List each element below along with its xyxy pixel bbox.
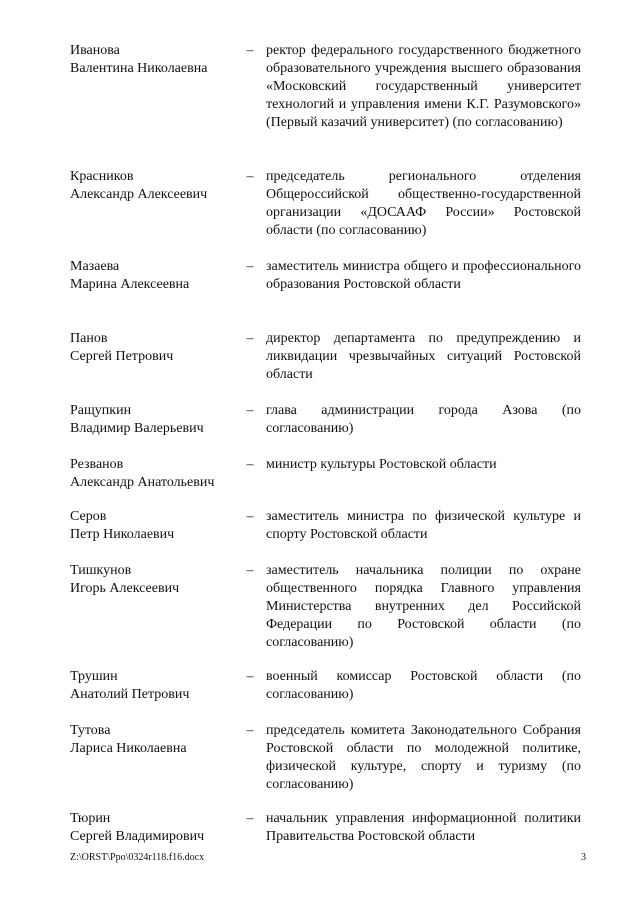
member-name <box>70 258 240 294</box>
member-name <box>70 402 240 438</box>
member-role <box>266 668 581 704</box>
member-given-names: Анатолий Петрович <box>70 687 190 702</box>
dash-separator: – <box>246 563 254 578</box>
footer-file-path: Z:\ORST\Ppo\0324r118.f16.docx <box>70 852 205 863</box>
member-role-text: ректор федерального государственного бюджетного образовательного учреждения высшего образования «Московский государственный университет технологий и управления имени К.Г. Разумовского» (Первый казачий университет) (по согласованию) <box>266 43 581 130</box>
member-role-text: директор департамента по предупреждению и ликвидации чрезвычайных ситуаций Ростовской области <box>266 331 581 382</box>
dash-separator: – <box>246 169 254 184</box>
member-role-text: начальник управления информационной политики Правительства Ростовской области <box>266 811 581 844</box>
member-role <box>266 508 581 544</box>
member-surname: Серов <box>70 509 107 524</box>
member-surname: Мазаева <box>70 259 120 274</box>
member-role-text: глава администрации города Азова (по согласованию) <box>266 403 581 436</box>
member-given-names: Сергей Владимирович <box>70 829 205 844</box>
member-given-names: Марина Алексеевна <box>70 277 190 292</box>
member-name <box>70 810 240 846</box>
member-surname: Иванова <box>70 43 120 58</box>
member-role <box>266 258 581 294</box>
member-name <box>70 42 240 78</box>
member-name <box>70 668 240 704</box>
member-given-names: Сергей Петрович <box>70 349 174 364</box>
member-surname: Тутова <box>70 723 111 738</box>
member-given-names: Александр Алексеевич <box>70 187 208 202</box>
member-name <box>70 456 240 492</box>
member-role <box>266 402 581 438</box>
member-surname: Резванов <box>70 457 124 472</box>
member-role <box>266 562 581 652</box>
member-role-text: председатель комитета Законодательного Собрания Ростовской области по молодежной политике, физической культуре, спорту и туризму (по согласованию) <box>266 723 581 792</box>
member-given-names: Александр Анатольевич <box>70 475 215 490</box>
member-surname: Трушин <box>70 669 118 684</box>
dash-separator: – <box>246 669 254 684</box>
member-role-text: военный комиссар Ростовской области (по согласованию) <box>266 669 581 702</box>
member-role <box>266 330 581 384</box>
member-given-names: Петр Николаевич <box>70 527 175 542</box>
member-given-names: Владимир Валерьевич <box>70 421 204 436</box>
member-role <box>266 810 581 846</box>
member-name <box>70 722 240 758</box>
member-role-text: заместитель начальника полиции по охране общественного порядка Главного управления Министерства внутренних дел Российской Федерации по Ростовской области (по согласованию) <box>266 563 581 650</box>
member-role <box>266 168 581 240</box>
member-surname: Тюрин <box>70 811 111 826</box>
footer-page-number: 3 <box>581 852 586 863</box>
dash-separator: – <box>246 43 254 58</box>
member-role-text: председатель регионального отделения Общероссийской общественно-государственной организации «ДОСААФ России» Ростовской области (по согласованию) <box>266 169 581 238</box>
member-role-text: заместитель министра общего и профессионального образования Ростовской области <box>266 259 581 292</box>
dash-separator: – <box>246 403 254 418</box>
member-name <box>70 562 240 598</box>
member-surname: Панов <box>70 331 108 346</box>
member-role <box>266 722 581 794</box>
member-given-names: Валентина Николаевна <box>70 61 208 76</box>
member-given-names: Игорь Алексеевич <box>70 581 180 596</box>
member-role <box>266 456 581 474</box>
member-surname: Тишкунов <box>70 563 132 578</box>
dash-separator: – <box>246 331 254 346</box>
member-role-text: министр культуры Ростовской области <box>266 457 497 472</box>
dash-separator: – <box>246 509 254 524</box>
member-name <box>70 508 240 544</box>
dash-separator: – <box>246 811 254 826</box>
dash-separator: – <box>246 457 254 472</box>
member-surname: Ращупкин <box>70 403 132 418</box>
member-role-text: заместитель министра по физической культуре и спорту Ростовской области <box>266 509 581 542</box>
member-given-names: Лариса Николаевна <box>70 741 187 756</box>
dash-separator: – <box>246 259 254 274</box>
member-surname: Красников <box>70 169 134 184</box>
member-role <box>266 42 581 132</box>
member-name <box>70 168 240 204</box>
dash-separator: – <box>246 723 254 738</box>
member-name <box>70 330 240 366</box>
